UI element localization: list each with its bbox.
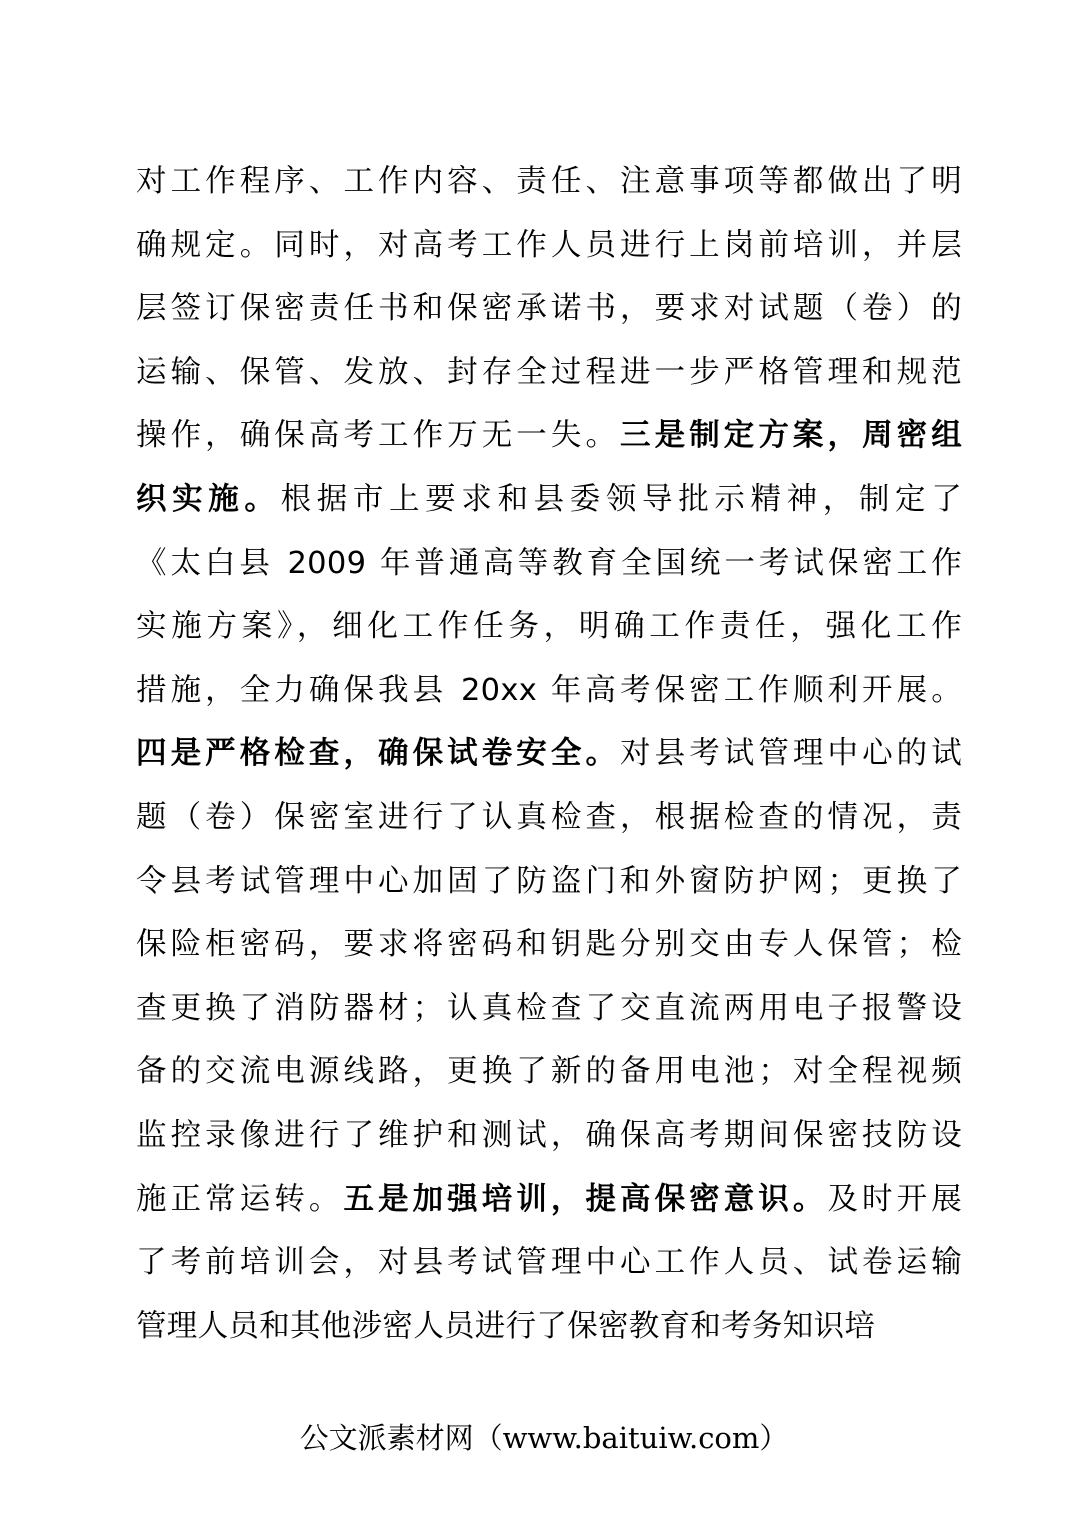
text-segment: 实施方案》，细化工作任务，明确工作责任，强化工作 <box>136 609 962 645</box>
text-segment: 施正常运转。 <box>136 1181 344 1217</box>
text-segment: 监控录像进行了维护和测试，确保高考期间保密技防设 <box>136 1117 962 1153</box>
text-line <box>136 468 962 532</box>
text-segment: 根据市上要求和县委领导批示精神，制定了 <box>280 481 963 517</box>
text-line <box>136 850 962 914</box>
text-segment: 查更换了消防器材；认真检查了交直流两用电子报警设 <box>136 990 962 1026</box>
text-segment: 题（卷）保密室进行了认真检查，根据检查的情况，责 <box>136 799 962 835</box>
text-segment: 及时开展 <box>827 1181 963 1217</box>
text-line <box>136 1231 962 1295</box>
text-segment: 了考前培训会，对县考试管理中心工作人员、试卷运输 <box>136 1245 962 1281</box>
text-segment: 管理人员和其他涉密人员进行了保密教育和考务知识培 <box>136 1308 876 1344</box>
text-line <box>136 1168 962 1232</box>
text-segment: 备的交流电源线路，更换了新的备用电池；对全程视频 <box>136 1054 962 1090</box>
text-line <box>136 150 962 214</box>
text-line <box>136 722 962 786</box>
text-line <box>136 404 962 468</box>
text-segment: 措施，全力确保我县 20xx 年高考保密工作顺利开展。 <box>136 672 962 708</box>
text-line <box>136 786 962 850</box>
bold-heading-segment: 织实施。 <box>136 481 281 517</box>
bold-heading-segment: 三是制定方案，周密组 <box>620 418 963 454</box>
footer-site-url: （www.baituiw.com） <box>473 1421 789 1455</box>
text-segment: 确规定。同时，对高考工作人员进行上岗前培训，并层 <box>136 227 962 263</box>
text-segment: 对县考试管理中心的试 <box>620 736 963 772</box>
text-segment: 操作，确保高考工作万无一失。 <box>136 418 621 454</box>
text-line <box>136 913 962 977</box>
bold-heading-segment: 四是严格检查，确保试卷安全。 <box>136 736 621 772</box>
text-segment: 保险柜密码，要求将密码和钥匙分别交由专人保管；检 <box>136 927 962 963</box>
document-body <box>136 150 962 1358</box>
text-line <box>136 532 962 596</box>
text-line <box>136 1295 962 1359</box>
bold-heading-segment: 五是加强培训，提高保密意识。 <box>343 1181 828 1217</box>
page-footer <box>0 1413 1088 1463</box>
text-line <box>136 1040 962 1104</box>
text-segment: 层签订保密责任书和保密承诺书，要求对试题（卷）的 <box>136 291 962 327</box>
text-segment: 对工作程序、工作内容、责任、注意事项等都做出了明 <box>136 164 962 199</box>
text-line <box>136 659 962 723</box>
text-line <box>136 214 962 278</box>
text-line <box>136 595 962 659</box>
footer-site-name: 公文派素材网 <box>299 1421 474 1455</box>
text-segment: 运输、保管、发放、封存全过程进一步严格管理和规范 <box>136 354 962 390</box>
text-line <box>136 277 962 341</box>
text-segment: 令县考试管理中心加固了防盗门和外窗防护网；更换了 <box>136 863 962 899</box>
text-line <box>136 1104 962 1168</box>
text-line <box>136 977 962 1041</box>
text-segment: 《太白县 2009 年普通高等教育全国统一考试保密工作 <box>136 545 962 581</box>
text-line <box>136 341 962 405</box>
